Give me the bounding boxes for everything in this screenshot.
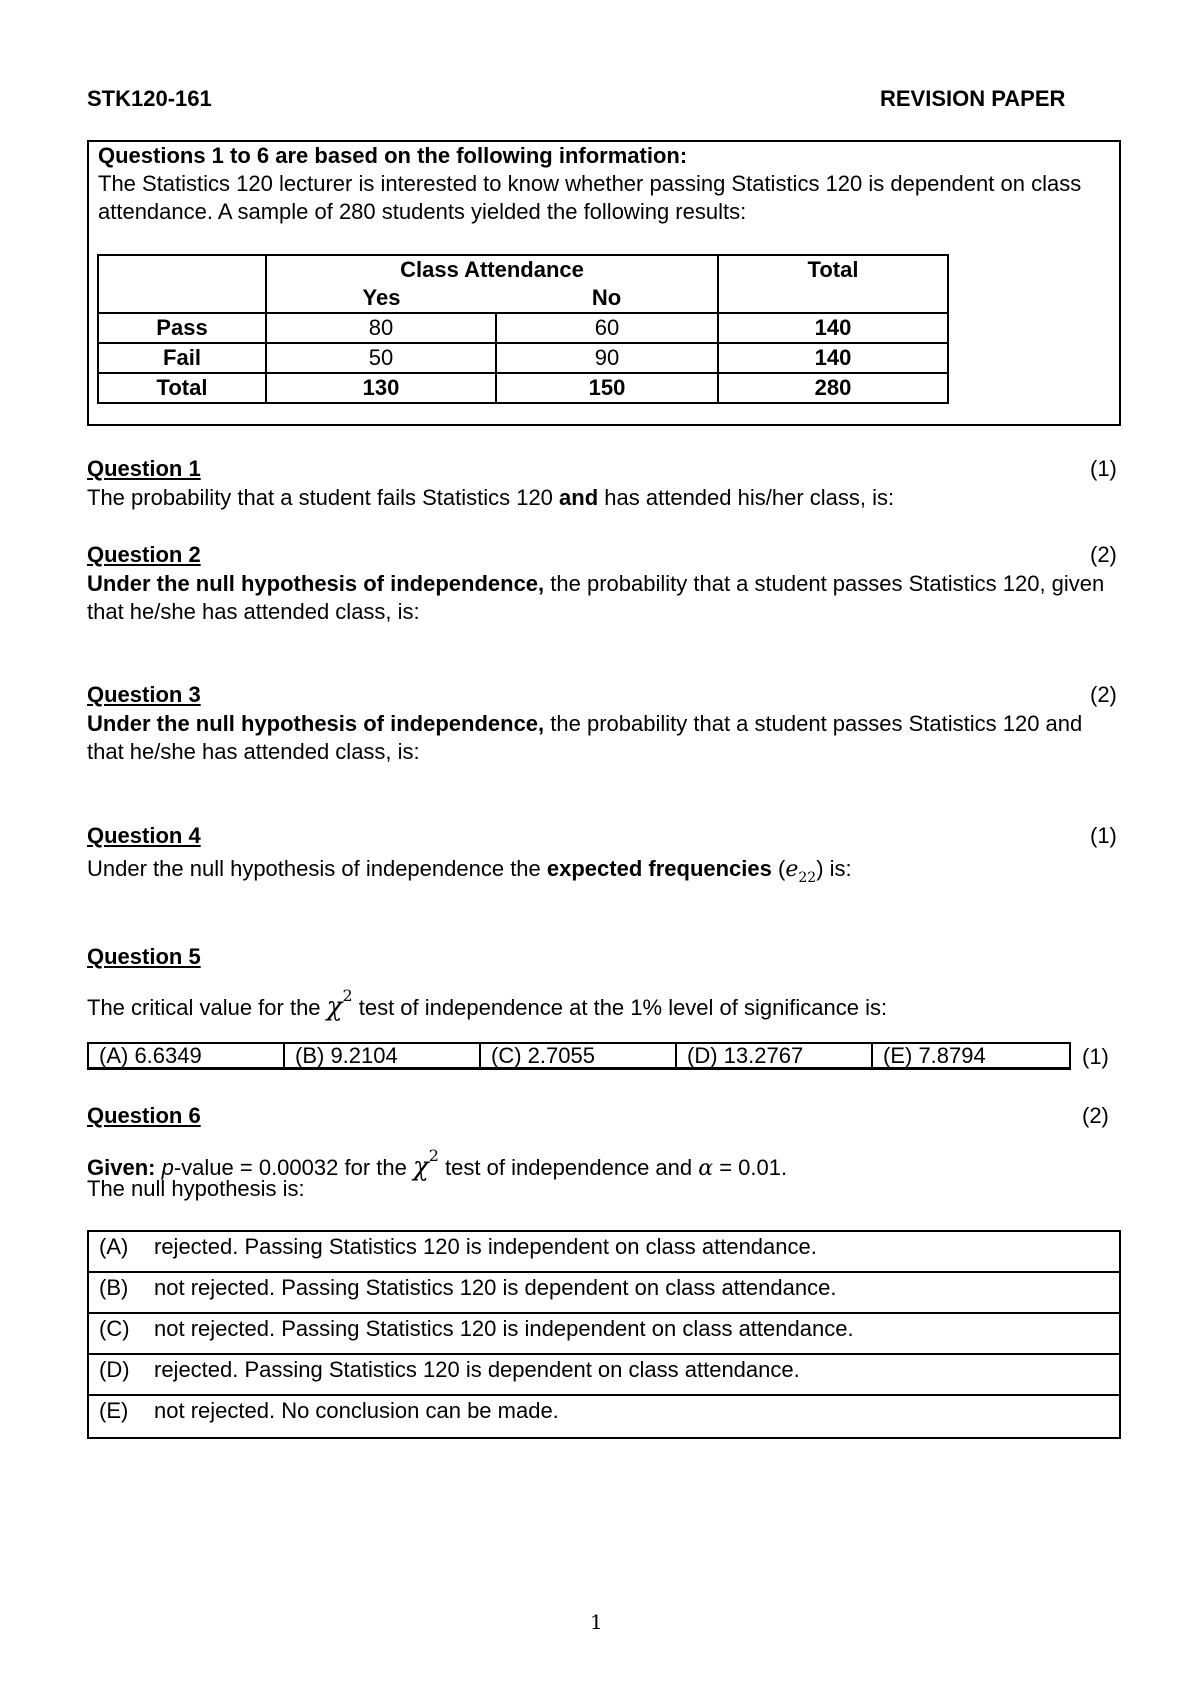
question-2-mark: (2) — [1090, 542, 1117, 567]
q6-option-c[interactable] — [89, 1314, 1119, 1355]
q6-text-a: -value = 0.00032 for the — [173, 1155, 413, 1180]
option-text: rejected. Passing Statistics 120 is dependent on class attendance. — [154, 1357, 800, 1382]
question-1-mark: (1) — [1090, 456, 1117, 481]
col-total-header-lower — [718, 284, 948, 313]
question-5-mark: (1) — [1082, 1044, 1109, 1069]
cell-yes: 50 — [266, 343, 496, 373]
q5-option-a[interactable]: (A) 6.6349 — [89, 1044, 285, 1067]
table-corner-lower — [98, 284, 266, 313]
table-corner — [98, 255, 266, 284]
q2-text: the probability that a student passes Statistics 120, given that he/she has attended class, is: — [87, 571, 1105, 624]
contingency-table — [97, 254, 949, 404]
question-5-text — [87, 982, 1107, 1022]
question-1-title: Question 1 — [87, 456, 201, 481]
cell-no: 150 — [496, 373, 718, 403]
col-no-header: No — [496, 284, 718, 313]
q3-text-bold: Under the null hypothesis of independence, — [87, 711, 545, 736]
option-label: (C) — [99, 1316, 130, 1341]
option-label: (D) — [99, 1357, 130, 1382]
q1-text-a: The probability that a student fails Statistics 120 — [87, 485, 560, 510]
chi-superscript: 2 — [428, 1146, 439, 1165]
col-group-header: Class Attendance — [266, 255, 718, 284]
paper-title: REVISION PAPER — [880, 86, 1066, 111]
q6-options — [87, 1230, 1121, 1439]
chi-symbol: χ — [326, 992, 343, 1022]
question-3-title: Question 3 — [87, 682, 201, 707]
q4-subscript: 22 — [798, 870, 817, 886]
col-total-header: Total — [718, 255, 948, 284]
chi-symbol: χ — [412, 1152, 429, 1182]
q1-text-bold: and — [559, 485, 599, 510]
question-6-title: Question 6 — [87, 1103, 201, 1128]
q6-given-label: Given: — [87, 1155, 156, 1180]
course-code: STK120-161 — [87, 86, 212, 111]
cell-no: 60 — [496, 313, 718, 343]
q5-option-e[interactable]: (E) 7.8794 — [883, 1043, 986, 1068]
alpha-symbol: α — [698, 1156, 714, 1181]
q4-symbol: e — [785, 857, 799, 882]
option-text: not rejected. Passing Statistics 120 is independent on class attendance. — [154, 1316, 854, 1341]
option-label: (A) — [99, 1234, 129, 1259]
question-2-text — [87, 570, 1107, 626]
q5-options — [87, 1042, 1071, 1070]
row-label: Total — [98, 373, 266, 403]
cell-total: 140 — [718, 313, 948, 343]
q6-text-b: test of independence and — [438, 1155, 699, 1180]
q6-option-d[interactable] — [89, 1355, 1119, 1396]
question-4-title: Question 4 — [87, 823, 201, 848]
q2-text-bold: Under the null hypothesis of independence, — [87, 571, 545, 596]
q6-p: p — [161, 1155, 174, 1180]
question-6-mark: (2) — [1082, 1103, 1109, 1128]
q5-text-b: test of independence at the 1% level of significance is: — [352, 995, 888, 1020]
col-yes-header: Yes — [266, 284, 496, 313]
row-label: Pass — [98, 313, 266, 343]
table-row — [98, 313, 948, 343]
q6-text-c: = 0.01. — [713, 1155, 788, 1180]
q6-option-a[interactable] — [89, 1232, 1119, 1273]
q5-text-a: The critical value for the — [87, 995, 327, 1020]
question-4-mark: (1) — [1090, 823, 1117, 848]
q4-text-a: Under the null hypothesis of independence the — [87, 856, 547, 881]
info-text: The Statistics 120 lecturer is interested to know whether passing Statistics 120 is dependent on class attendance. A sample of 280 students yielded the following results: — [98, 171, 1082, 224]
cell-yes: 130 — [266, 373, 496, 403]
option-text: rejected. Passing Statistics 120 is independent on class attendance. — [154, 1234, 817, 1259]
table-row — [98, 343, 948, 373]
cell-no: 90 — [496, 343, 718, 373]
table-row — [98, 373, 948, 403]
q4-text-bold: expected frequencies — [546, 856, 772, 881]
chi-superscript: 2 — [342, 986, 353, 1005]
question-3-mark: (2) — [1090, 682, 1117, 707]
question-6-line2: The null hypothesis is: — [87, 1176, 305, 1201]
q4-text-c: ) is: — [816, 856, 852, 881]
option-label: (B) — [99, 1275, 129, 1300]
q6-option-e[interactable] — [89, 1396, 1119, 1437]
cell-total: 280 — [718, 373, 948, 403]
q4-text-b: ( — [771, 856, 786, 881]
q3-text: the probability that a student passes Statistics 120 and that he/she has attended class, is: — [87, 711, 1083, 764]
cell-yes: 80 — [266, 313, 496, 343]
question-4-text — [87, 855, 1107, 892]
q5-option-b[interactable]: (B) 9.2104 — [285, 1044, 481, 1067]
row-label: Fail — [98, 343, 266, 373]
option-text: not rejected. Passing Statistics 120 is dependent on class attendance. — [154, 1275, 837, 1300]
info-heading: Questions 1 to 6 are based on the following information: — [98, 143, 688, 168]
page-number: 1 — [590, 1610, 603, 1634]
option-label: (E) — [99, 1398, 129, 1423]
option-text: not rejected. No conclusion can be made. — [154, 1398, 559, 1423]
question-3-text — [87, 710, 1107, 766]
q5-option-d[interactable]: (D) 13.2767 — [677, 1044, 873, 1067]
cell-total: 140 — [718, 343, 948, 373]
q5-option-c[interactable]: (C) 2.7055 — [481, 1044, 677, 1067]
question-5-title: Question 5 — [87, 944, 201, 969]
q6-option-b[interactable] — [89, 1273, 1119, 1314]
question-2-title: Question 2 — [87, 542, 201, 567]
question-1-text — [87, 484, 1107, 512]
q1-text-b: has attended his/her class, is: — [598, 485, 895, 510]
